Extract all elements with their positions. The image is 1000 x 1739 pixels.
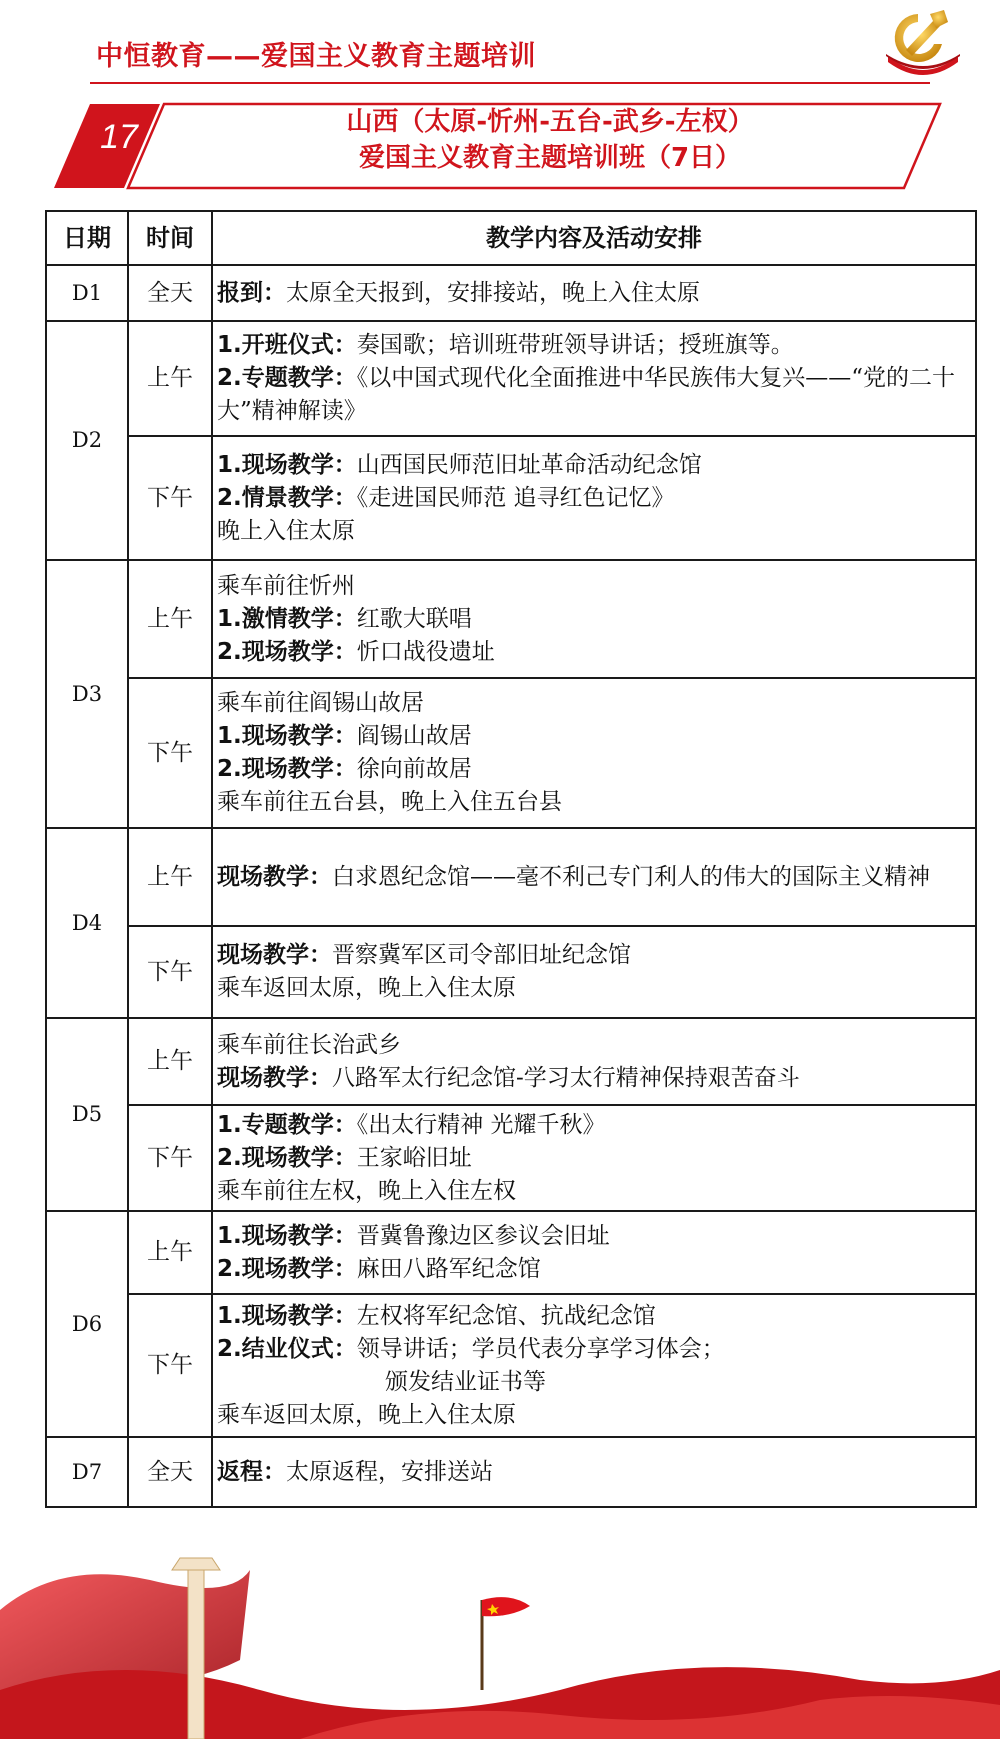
item-text: 红歌大联唱 — [356, 605, 472, 632]
content-line — [217, 1300, 971, 1333]
item-keyword: 1.现场教学： — [217, 723, 357, 749]
content-line — [217, 720, 971, 753]
item-text: 晋冀鲁豫边区参议会旧址 — [356, 1222, 610, 1249]
content-line: 乘车前往左权，晚上入住左权 — [217, 1177, 516, 1204]
content-cell — [212, 265, 976, 321]
content-cell — [212, 436, 976, 560]
time-cell: 下午 — [128, 436, 212, 560]
item-keyword: 1.专题教学： — [217, 1111, 357, 1138]
table-row — [46, 321, 976, 436]
header-time: 时间 — [128, 211, 212, 265]
item-text: 《以中国式现代化全面推进中华民族伟大复兴——“党的二十大”精神解读》 — [217, 365, 956, 424]
item-keyword: 2.结业仪式： — [217, 1335, 357, 1362]
item-text: 《走进国民师范 追寻红色记忆》 — [356, 484, 675, 511]
item-keyword: 现场教学： — [217, 863, 332, 890]
day-cell: D5 — [46, 1018, 128, 1211]
table-row — [46, 1211, 976, 1294]
content-line: 乘车前往阎锡山故居 — [217, 690, 424, 716]
header-date: 日期 — [46, 211, 128, 265]
time-cell: 下午 — [128, 678, 212, 828]
item-text: 白求恩纪念馆——毫不利己专门利人的伟大的国际主义精神 — [332, 863, 930, 890]
content-cell — [212, 828, 976, 926]
content-cell — [212, 926, 976, 1018]
content-line — [217, 861, 971, 894]
content-line — [217, 362, 971, 428]
item-keyword: 1.现场教学： — [217, 1222, 357, 1249]
content-line — [217, 449, 971, 482]
item-text: 山西国民师范旧址革命活动纪念馆 — [356, 451, 702, 478]
item-keyword: 2.现场教学： — [217, 638, 357, 665]
item-text: 忻口战役遗址 — [356, 638, 495, 665]
content-line: 颁发结业证书等 — [385, 1368, 546, 1395]
content-line — [217, 1062, 971, 1095]
content-line — [217, 482, 971, 515]
day-cell: D3 — [46, 560, 128, 828]
day-cell: D1 — [46, 265, 128, 321]
content-cell — [212, 1211, 976, 1294]
schedule-table — [45, 210, 977, 1508]
item-text: 左权将军纪念馆、抗战纪念馆 — [356, 1302, 656, 1329]
content-line — [217, 603, 971, 636]
item-keyword: 2.专题教学： — [217, 365, 357, 391]
item-text: 麻田八路军纪念馆 — [356, 1255, 541, 1282]
content-line — [217, 277, 971, 310]
item-text: 领导讲话；学员代表分享学习体会； — [356, 1335, 725, 1362]
content-cell — [212, 1018, 976, 1105]
time-cell: 上午 — [128, 1211, 212, 1294]
content-cell — [212, 678, 976, 828]
item-keyword: 返程： — [217, 1458, 286, 1485]
item-keyword: 现场教学： — [217, 942, 332, 968]
item-keyword: 1.现场教学： — [217, 451, 357, 478]
content-cell — [212, 1105, 976, 1211]
content-line — [217, 636, 971, 669]
item-keyword: 1.开班仪式： — [217, 332, 357, 358]
item-keyword: 2.现场教学： — [217, 1255, 357, 1282]
item-text: 太原全天报到，安排接站，晚上入住太原 — [286, 279, 700, 306]
table-row — [46, 1294, 976, 1437]
item-text: 八路军太行纪念馆-学习太行精神保持艰苦奋斗 — [332, 1064, 800, 1091]
content-line: 乘车前往忻州 — [217, 572, 355, 599]
item-text: 《出太行精神 光耀千秋》 — [356, 1111, 606, 1138]
content-line: 乘车前往五台县，晚上入住五台县 — [217, 789, 562, 815]
item-keyword: 1.现场教学： — [217, 1302, 357, 1329]
day-cell: D4 — [46, 828, 128, 1018]
content-line: 乘车返回太原，晚上入住太原 — [217, 1401, 516, 1428]
content-line — [217, 753, 971, 786]
table-row — [46, 678, 976, 828]
content-line: 乘车返回太原，晚上入住太原 — [217, 975, 516, 1001]
time-cell: 全天 — [128, 1437, 212, 1507]
party-emblem-icon — [878, 4, 968, 80]
table-row — [46, 1105, 976, 1211]
table-row — [46, 436, 976, 560]
content-line — [217, 939, 971, 972]
brand-title: 中恒教育——爱国主义教育主题培训 — [96, 41, 536, 72]
content-cell — [212, 321, 976, 436]
page-title — [200, 104, 900, 176]
time-cell: 下午 — [128, 1105, 212, 1211]
time-cell: 全天 — [128, 265, 212, 321]
chapter-number: 17 — [100, 118, 138, 156]
table-row — [46, 265, 976, 321]
item-keyword: 2.情景教学： — [217, 484, 357, 511]
time-cell: 上午 — [128, 321, 212, 436]
time-cell: 下午 — [128, 926, 212, 1018]
table-row — [46, 1018, 976, 1105]
time-cell: 上午 — [128, 828, 212, 926]
content-line: 晚上入住太原 — [217, 517, 355, 544]
item-text: 奏国歌；培训班带班领导讲话；授班旗等。 — [356, 332, 794, 358]
item-keyword: 1.激情教学： — [217, 605, 357, 632]
table-row — [46, 828, 976, 926]
time-cell: 下午 — [128, 1294, 212, 1437]
time-cell: 上午 — [128, 560, 212, 678]
content-line — [217, 1142, 971, 1175]
content-line — [217, 1220, 971, 1253]
brand-divider — [90, 82, 930, 84]
content-cell — [212, 1437, 976, 1507]
day-cell: D6 — [46, 1211, 128, 1437]
table-row — [46, 560, 976, 678]
item-text: 徐向前故居 — [356, 756, 472, 782]
day-cell: D2 — [46, 321, 128, 560]
title-line-2: 爱国主义教育主题培训班（7日） — [358, 143, 742, 173]
content-line — [217, 1333, 971, 1366]
item-keyword: 报到： — [217, 279, 286, 306]
content-line — [217, 329, 971, 362]
content-cell — [212, 1294, 976, 1437]
content-line — [217, 1456, 971, 1489]
content-line — [217, 1253, 971, 1286]
title-line-1: 山西（太原-忻州-五台-武乡-左权） — [346, 107, 754, 137]
item-keyword: 2.现场教学： — [217, 756, 357, 782]
item-text: 阎锡山故居 — [356, 723, 472, 749]
time-cell: 上午 — [128, 1018, 212, 1105]
table-row — [46, 926, 976, 1018]
day-cell: D7 — [46, 1437, 128, 1507]
item-keyword: 2.现场教学： — [217, 1144, 357, 1171]
item-text: 王家峪旧址 — [356, 1144, 472, 1171]
item-text: 晋察冀军区司令部旧址纪念馆 — [332, 942, 631, 968]
item-text: 太原返程，安排送站 — [286, 1458, 493, 1485]
table-header-row — [46, 211, 976, 265]
decorative-footer-image — [0, 1540, 1000, 1739]
content-cell — [212, 560, 976, 678]
item-keyword: 现场教学： — [217, 1064, 332, 1091]
table-row — [46, 1437, 976, 1507]
header-content: 教学内容及活动安排 — [212, 211, 976, 265]
content-line — [217, 1109, 971, 1142]
content-line: 乘车前往长治武乡 — [217, 1031, 401, 1058]
